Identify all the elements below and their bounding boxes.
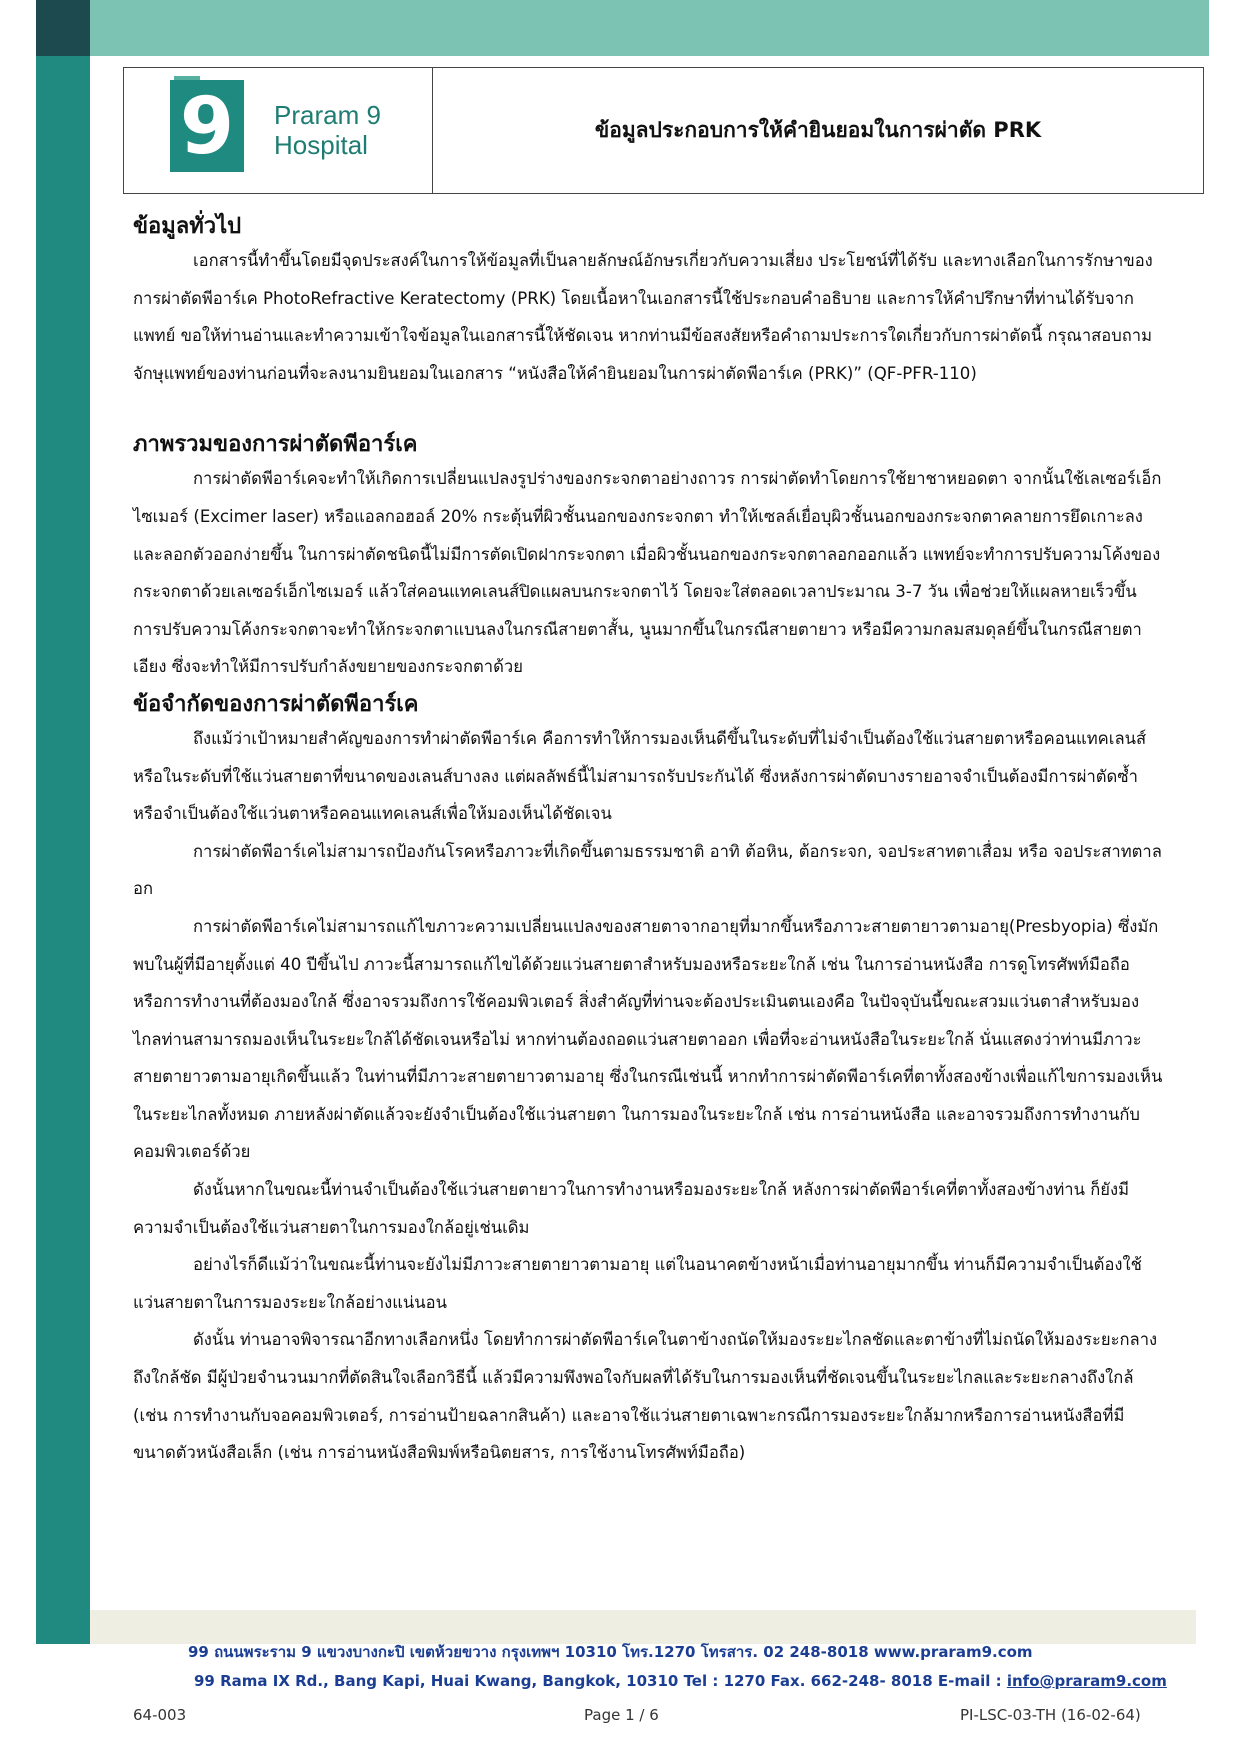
title-cell bbox=[433, 68, 1203, 193]
document-header bbox=[123, 67, 1204, 194]
top-accent-corner bbox=[36, 0, 90, 56]
page-number: Page 1 / 6 bbox=[584, 1706, 659, 1724]
footer-band bbox=[90, 1610, 1196, 1644]
section-limitations bbox=[133, 690, 1163, 1472]
paragraph: เอกสารนี้ทำขึ้นโดยมีจุดประสงค์ในการให้ข้อมูลที่เป็นลายลักษณ์อักษรเกี่ยวกับความเสี่ยง ประโยชน์ที่ได้รับ และทางเลือกในการรักษาของการผ่าตัดพีอาร์เค PhotoRefractive Keratectomy (PRK) โดยเนื้อหาในเอกสารนี้ใช้ประกอบคำอธิบาย และการให้คำปรึกษาที่ท่านได้รับจากแพทย์ ขอให้ท่านอ่านและทำความเข้าใจข้อมูลในเอกสารนี้ให้ชัดเจน หากท่านมีข้อสงสัยหรือคำถามประการใดเกี่ยวกับการผ่าตัดนี้ กรุณาสอบถามจักษุแพทย์ของท่านก่อนที่จะลงนามยินยอมในเอกสาร “หนังสือให้คำยินยอมในการผ่าตัดพีอาร์เค (PRK)” (QF-PFR-110) bbox=[133, 251, 1153, 383]
section-overview bbox=[133, 430, 1163, 686]
form-code: PI-LSC-03-TH (16-02-64) bbox=[960, 1706, 1141, 1724]
paragraph: อย่างไรก็ดีแม้ว่าในขณะนี้ท่านจะยังไม่มีภาวะสายตายาวตามอายุ แต่ในอนาคตข้างหน้าเมื่อท่านอายุมากขึ้น ท่านก็มีความจำเป็นต้องใช้แว่นสายตาในการมองระยะใกล้อย่างแน่นอน bbox=[133, 1255, 1142, 1312]
footer-email-link[interactable]: info@praram9.com bbox=[1006, 1672, 1167, 1690]
paragraph: ดังนั้น ท่านอาจพิจารณาอีกทางเลือกหนึ่ง โดยทำการผ่าตัดพีอาร์เคในตาข้างถนัดให้มองระยะไกลชัดและตาข้างที่ไม่ถนัดให้มองระยะกลางถึงใกล้ชัด มีผู้ป่วยจำนวนมากที่ตัดสินใจเลือกวิธีนี้ แล้วมีความพึงพอใจกับผลที่ได้รับในการมองเห็นที่ชัดเจนขึ้นในระยะไกลและระยะกลางถึงใกล้ (เช่น การทำงานกับจอคอมพิวเตอร์, การอ่านป้ายฉลากสินค้า) และอาจใช้แว่นสายตาเฉพาะกรณีการมองระยะใกล้มากหรือการอ่านหนังสือที่มีขนาดตัวหนังสือเล็ก (เช่น การอ่านหนังสือพิมพ์หรือนิตยสาร, การใช้งานโทรศัพท์มือถือ) bbox=[133, 1330, 1158, 1463]
section-heading: ข้อจำกัดของการผ่าตัดพีอาร์เค bbox=[133, 691, 419, 717]
logo-mark bbox=[170, 80, 244, 172]
section-heading: ข้อมูลทั่วไป bbox=[133, 214, 242, 239]
paragraph: การผ่าตัดพีอาร์เคไม่สามารถแก้ไขภาวะความเปลี่ยนแปลงของสายตาจากอายุที่มากขึ้นหรือภาวะสายตายาวตามอายุ(Presbyopia) ซึ่งมักพบในผู้ที่มีอายุตั้งแต่ 40 ปีขึ้นไป ภาวะนี้สามารถแก้ไขได้ด้วยแว่นสายตาสำหรับมองหรือระยะใกล้ เช่น ในการอ่านหนังสือ การดูโทรศัพท์มือถือ หรือการทำงานที่ต้องมองใกล้ ซึ่งอาจรวมถึงการใช้คอมพิวเตอร์ สิ่งสำคัญที่ท่านจะต้องประเมินตนเองคือ ในปัจจุบันนี้ขณะสวมแว่นตาสำหรับมองไกลท่านสามารถมองเห็นในระยะใกล้ได้ชัดเจนหรือไม่ หากท่านต้องถอดแว่นสายตาออก เพื่อที่จะอ่านหนังสือในระยะใกล้ นั่นแสดงว่าท่านมีภาวะสายตายาวตามอายุเกิดขึ้นแล้ว ในท่านที่มีภาวะสายตายาวตามอายุ ซึ่งในกรณีเช่นนี้ หากทำการผ่าตัดพีอาร์เคที่ตาทั้งสองข้างเพื่อแก้ไขการมองเห็นในระยะไกลทั้งหมด ภายหลังผ่าตัดแล้วจะยังจำเป็นต้องใช้แว่นสายตา ในการมองในระยะใกล้ เช่น การอ่านหนังสือ และอาจรวมถึงการทำงานกับคอมพิวเตอร์ด้วย bbox=[133, 916, 1163, 1162]
paragraph: การผ่าตัดพีอาร์เคไม่สามารถป้องกันโรคหรือภาวะที่เกิดขึ้นตามธรรมชาติ อาทิ ต้อหิน, ต้อกระจก, จอประสาทตาเสื่อม หรือ จอประสาทตาลอก bbox=[133, 841, 1162, 899]
document-code: 64-003 bbox=[133, 1706, 187, 1724]
logo-name-line1: Praram 9 bbox=[274, 100, 381, 130]
logo-number: 9 bbox=[179, 82, 235, 172]
paragraph: ดังนั้นหากในขณะนี้ท่านจำเป็นต้องใช้แว่นสายตายาวในการทำงานหรือมองระยะใกล้ หลังการผ่าตัดพีอาร์เคที่ตาทั้งสองข้างท่าน ก็ยังมีความจำเป็นต้องใช้แว่นสายตาในการมองใกล้อยู่เช่นเดิม bbox=[133, 1180, 1130, 1237]
section-general-info bbox=[133, 212, 1163, 392]
section-heading: ภาพรวมของการผ่าตัดพีอาร์เค bbox=[133, 432, 418, 458]
footer-address-thai: 99 ถนนพระราม 9 แขวงบางกะปิ เขตห้วยขวาง กรุงเทพฯ 10310 โทร.1270 โทรสาร. 02 248-8018 www.praram9.com bbox=[188, 1643, 1033, 1661]
document-body bbox=[133, 212, 1163, 1472]
footer-address-english bbox=[194, 1672, 1167, 1690]
top-accent-bar bbox=[36, 0, 1209, 56]
paragraph: ถึงแม้ว่าเป้าหมายสำคัญของการทำผ่าตัดพีอาร์เค คือการทำให้การมองเห็นดีขึ้นในระดับที่ไม่จำเป็นต้องใช้แว่นสายตาหรือคอนแทคเลนส์ หรือในระดับที่ใช้แว่นสายตาที่ขนาดของเลนส์บางลง แต่ผลลัพธ์นี้ไม่สามารถรับประกันได้ ซึ่งหลังการผ่าตัดบางรายอาจจำเป็นต้องมีการผ่าตัดซ้ำ หรือจำเป็นต้องใช้แว่นตาหรือคอนแทคเลนส์เพื่อให้มองเห็นได้ชัดเจน bbox=[133, 728, 1147, 824]
left-accent-stripe bbox=[36, 56, 90, 1644]
logo-name-line2: Hospital bbox=[274, 130, 368, 160]
footer-address-text: 99 Rama IX Rd., Bang Kapi, Huai Kwang, Bangkok, 10310 Tel : 1270 Fax. 662-248- 8018 E-mail : bbox=[194, 1672, 1007, 1690]
hospital-logo bbox=[124, 68, 433, 193]
paragraph: การผ่าตัดพีอาร์เคจะทำให้เกิดการเปลี่ยนแปลงรูปร่างของกระจกตาอย่างถาวร การผ่าตัดทำโดยการใช้ยาชาหยอดตา จากนั้นใช้เลเซอร์เอ็กไซเมอร์ (Excimer laser) หรือแอลกอฮอล์ 20% กระตุ้นที่ผิวชั้นนอกของกระจกตา ทำให้เซลล์เยื่อบุผิวชั้นนอกของกระจกตาคลายการยึดเกาะลงและลอกตัวออกง่ายขึ้น ในการผ่าตัดชนิดนี้ไม่มีการตัดเปิดฝากระจกตา เมื่อผิวชั้นนอกของกระจกตาลอกออกแล้ว แพทย์จะทำการปรับความโค้งของกระจกตาด้วยเลเซอร์เอ็กไซเมอร์ แล้วใส่คอนแทคเลนส์ปิดแผลบนกระจกตาไว้ โดยจะใส่ตลอดเวลาประมาณ 3-7 วัน เพื่อช่วยให้แผลหายเร็วขึ้น การปรับความโค้งกระจกตาจะทำให้กระจกตาแบนลงในกรณีสายตาสั้น, นูนมากขึ้นในกรณีสายตายาว หรือมีความกลมสมดุลย์ขึ้นในกรณีสายตาเอียง ซึ่งจะทำให้มีการปรับกำลังขยายของกระจกตาด้วย bbox=[133, 469, 1162, 677]
document-title: ข้อมูลประกอบการให้คำยินยอมในการผ่าตัด PRK bbox=[594, 118, 1042, 142]
